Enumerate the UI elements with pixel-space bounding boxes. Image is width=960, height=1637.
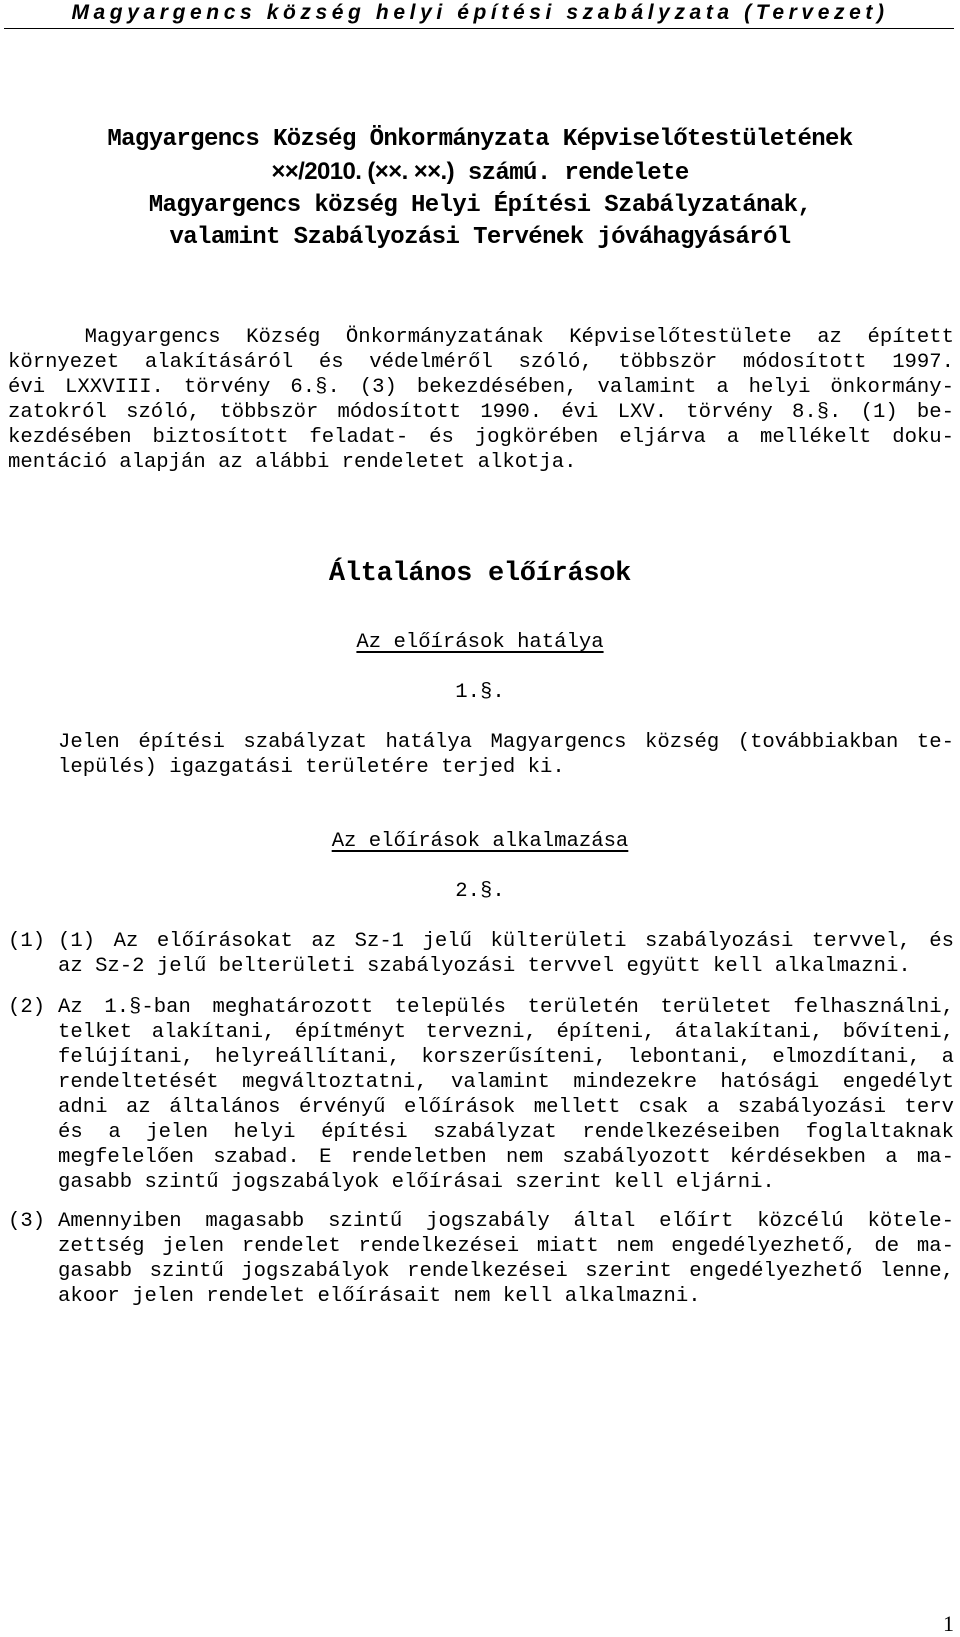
item-line: (1) Az előírásokat az Sz-1 jelű külterületi szabályozási tervvel, és — [58, 930, 954, 953]
title-line-4: valamint Szabályozási Tervének jóváhagyásáról — [169, 224, 791, 251]
document-title — [40, 124, 920, 254]
subheading-application: Az előírások alkalmazása — [331, 830, 629, 853]
title-line-2-rest: számú. rendelete — [454, 160, 689, 187]
item-line: gasabb szintű jogszabályok rendelkezései szerint engedélyezhető lenne, — [58, 1260, 954, 1283]
paragraph-number-1: 1.§. — [455, 681, 505, 704]
item-marker: (1) — [8, 930, 46, 953]
item-line: Az 1.§-ban meghatározott település területén területet felhasználni, — [58, 996, 954, 1019]
preamble-line: környezet alakításáról és védelméről szóló, többször módosított 1997. — [8, 351, 954, 374]
preamble-line: zatokról szóló, többször módosított 1990. évi LXV. törvény 8.§. (1) be- — [8, 401, 954, 424]
item-line: telket alakítani, építményt tervezni, építeni, átalakítani, bővíteni, — [58, 1021, 954, 1044]
subheading-scope: Az előírások hatálya — [356, 631, 604, 654]
item-text — [58, 995, 954, 1195]
item-line: felújítani, helyreállítani, korszerűsíteni, lebontani, elmozdítani, a — [58, 1046, 954, 1069]
paragraph-number-2: 2.§. — [455, 880, 505, 903]
item-line: rendeltetését megváltoztatni, valamint mindezekre hatósági engedélyt — [58, 1071, 954, 1094]
item-text — [58, 929, 954, 979]
title-line-1: Magyargencs Község Önkormányzata Képviselőtestületének — [107, 126, 853, 153]
running-header-band — [0, 0, 960, 28]
item-marker: (2) — [8, 996, 46, 1019]
title-line-2 — [40, 156, 920, 190]
preamble — [8, 325, 954, 475]
item-line: adni az általános érvényű előírások mellett csak a szabályozási terv — [58, 1096, 954, 1119]
preamble-line: kezdésében biztosított feladat- és jogkörében eljárva a mellékelt doku- — [8, 426, 954, 449]
preamble-line: Magyargencs Község Önkormányzatának Képviselőtestülete az épített — [8, 326, 954, 349]
item-line: az Sz-2 jelű belterületi szabályozási tervvel együtt kell alkalmazni. — [58, 955, 911, 978]
section-heading: Általános előírások — [328, 559, 632, 589]
page-number: 1 — [943, 1611, 954, 1636]
preamble-line: évi LXXVIII. törvény 6.§. (3) bekezdésében, valamint a helyi önkormány- — [8, 376, 954, 399]
title-line-3: Magyargencs község Helyi Építési Szabályzatának, — [148, 192, 812, 219]
paragraph-1-text — [58, 730, 954, 780]
paragraph-line: Jelen építési szabályzat hatálya Magyargencs község (továbbiakban te- — [58, 731, 954, 754]
item-line: Amennyiben magasabb szintű jogszabály által előírt közcélú kötele- — [58, 1210, 954, 1233]
preamble-line: mentáció alapján az alábbi rendeletet alkotja. — [8, 451, 577, 474]
item-line: és a jelen helyi építési szabályzat rendelkezéseiben foglaltaknak — [58, 1121, 954, 1144]
item-line: akoor jelen rendelet előírásait nem kell alkalmazni. — [58, 1285, 701, 1308]
title-regulation-number: ××/2010. (××. ××.) — [271, 158, 455, 185]
running-header: Magyargencs község helyi építési szabályzata (Tervezet) — [71, 1, 889, 24]
header-rule — [4, 28, 954, 29]
item-line: gasabb szintű jogszabályok előírásai szerint kell eljárni. — [58, 1171, 775, 1194]
item-text — [58, 1209, 954, 1309]
item-marker: (3) — [8, 1210, 46, 1233]
item-line: zettség jelen rendelet rendelkezései miatt nem engedélyezhető, de ma- — [58, 1235, 954, 1258]
paragraph-line: lepülés) igazgatási területére terjed ki. — [58, 756, 565, 779]
item-line: megfelelően szabad. E rendeletben nem szabályozott kérdésekben a ma- — [58, 1146, 954, 1169]
